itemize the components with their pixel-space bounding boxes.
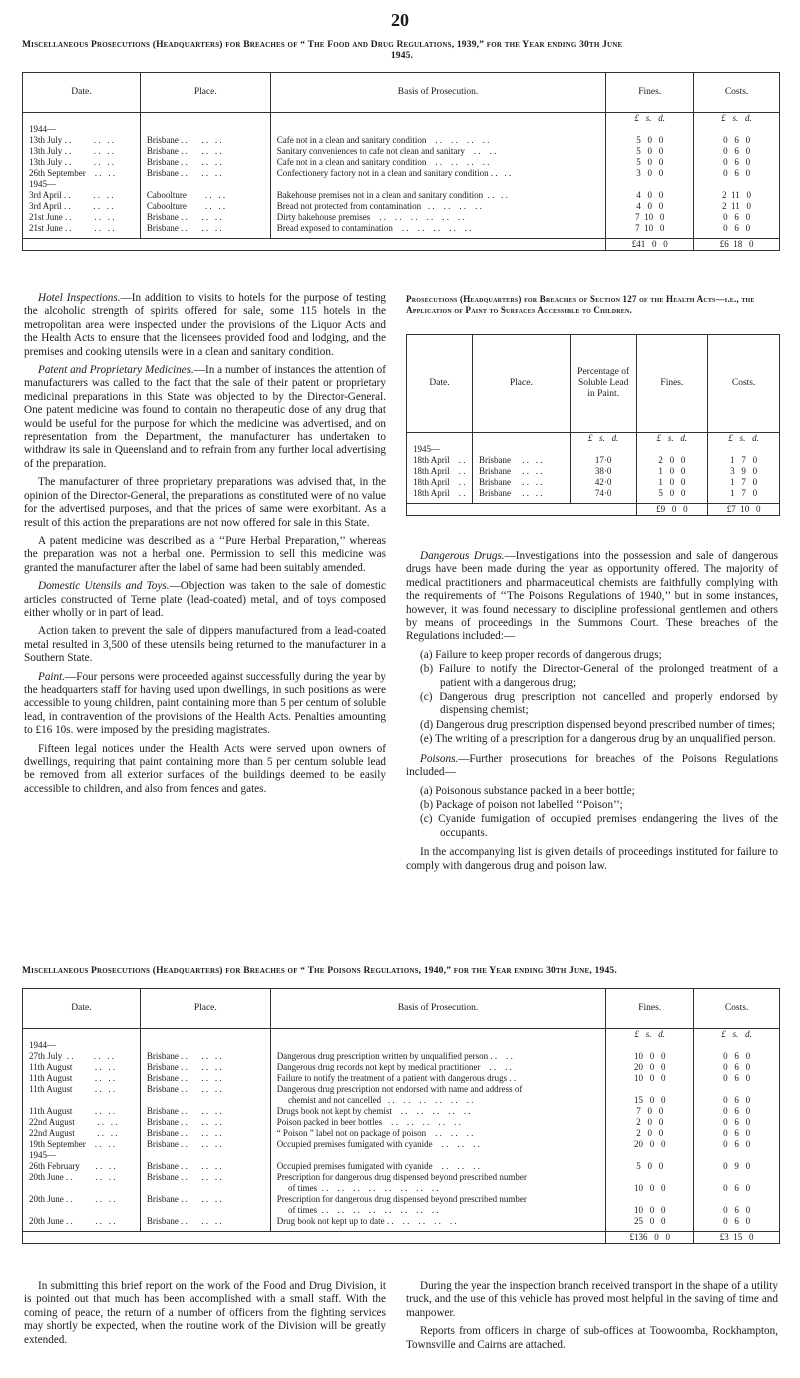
table-cell: 0 6 0 <box>694 1106 780 1117</box>
table-cell: 0 6 0 <box>694 1183 780 1194</box>
totals-spacer <box>407 504 637 516</box>
table-cell: 2 11 0 <box>694 201 780 212</box>
table-cell: 4 0 0 <box>606 190 694 201</box>
units-spacer <box>407 433 473 445</box>
table-cell <box>606 124 694 135</box>
table-cell: 19th September . . . . <box>23 1139 141 1150</box>
table3-header-fines: Fines. <box>606 989 694 1029</box>
table-cell: Brisbane . . . . <box>472 466 570 477</box>
table-cell <box>606 1084 694 1095</box>
table-cell: 0 6 0 <box>694 1073 780 1084</box>
table-cell <box>708 444 780 455</box>
table2-header-place: Place. <box>472 335 570 433</box>
dippers-text: Action taken to prevent the sale of dippers manufactured from a lead-coated metal resulted in 3,500 of these utensils being returned to the manufacturer in a Southern State. <box>24 625 386 665</box>
table-cell: 5 0 0 <box>636 488 708 504</box>
table-cell <box>606 1150 694 1161</box>
total-fines: £41 0 0 <box>606 239 694 251</box>
table1-caption-line1: Miscellaneous Prosecutions (Headquarters) for Breaches of “ The Food and Drug Regulations, 1939,” for the Year ending 30th June <box>22 40 623 50</box>
table-cell <box>270 179 606 190</box>
table-row <box>407 466 780 477</box>
table-cell <box>140 179 270 190</box>
table-cell: 21st June . . . . . . <box>23 223 141 239</box>
table-cell: 22nd August . . . . <box>23 1128 141 1139</box>
domestic-utensils-text: —Objection was taken to the sale of domestic articles constructed of Terne plate (lead-coated) metal, and of toys composed either wholly or in part of lead. <box>24 580 387 619</box>
table-cell <box>694 124 780 135</box>
table-cell: 20 0 0 <box>606 1062 694 1073</box>
units-spacer <box>270 113 606 125</box>
table-cell: 13th July . . . . . . <box>23 146 141 157</box>
table-cell: Dangerous drug prescription written by unqualified person . . . . <box>270 1051 606 1062</box>
table-cell: 1945— <box>23 1150 141 1161</box>
table2-header-fines: Fines. <box>636 335 708 433</box>
table-cell: 26th February . . . . <box>23 1161 141 1172</box>
table-cell <box>694 1040 780 1051</box>
table-cell: 11th August . . . . <box>23 1106 141 1117</box>
poisons-title: Poisons. <box>420 752 459 765</box>
table-cell: Brisbane . . . . . . <box>140 1084 270 1095</box>
table-row <box>23 1205 780 1216</box>
list-item: (d) Dangerous drug prescription dispensed beyond prescribed number of times; <box>420 718 776 731</box>
list-item: (b) Failure to notify the Director-General of the prolonged treatment of a patient with a dangerous drug; <box>420 663 778 689</box>
totals-spacer <box>23 1232 606 1244</box>
table2-caption: Prosecutions (Headquarters) for Breaches of Section 127 of the Health Acts—i.e., the Application of Paint to Surfaces Accessible to Children. <box>406 294 755 315</box>
total-costs: £6 18 0 <box>694 239 780 251</box>
units-spacer <box>140 1029 270 1041</box>
legal-notices-text: Fifteen legal notices under the Health Acts were served upon owners of dwellings, requiring that paint containing more than 5 per centum soluble lead be removed from all exterior surfaces of the buildings deemed to be easily accessible to children, and also from fences and gates. <box>24 742 386 795</box>
units-spacer <box>23 113 141 125</box>
dangerous-drugs-title: Dangerous Drugs. <box>420 550 505 562</box>
table-cell: 3rd April . . . . . . <box>23 201 141 212</box>
page-number: 20 <box>391 10 409 30</box>
table-row <box>23 223 780 239</box>
table-cell: 25 0 0 <box>606 1216 694 1232</box>
units-label: £ s. d. <box>570 433 636 445</box>
table-cell: chemist and not cancelled . . . . . . . . . . . . <box>270 1095 606 1106</box>
table-row <box>23 1117 780 1128</box>
table-cell <box>694 1194 780 1205</box>
table-cell: 20th June . . . . . . <box>23 1194 141 1205</box>
table-row <box>23 1073 780 1084</box>
table-cell: 1944— <box>23 1040 141 1051</box>
table1-header-fines: Fines. <box>606 73 694 113</box>
table-cell: Bread not protected from contamination . . . . . . . . <box>270 201 606 212</box>
table3-header-date: Date. <box>23 989 141 1029</box>
domestic-utensils-title: Domestic Utensils and Toys. <box>38 580 170 593</box>
table-cell: Brisbane . . . . . . <box>140 1051 270 1062</box>
table-cell: 21st June . . . . . . <box>23 212 141 223</box>
table-cell: 10 0 0 <box>606 1205 694 1216</box>
dangerous-drugs-list <box>406 649 778 747</box>
table-cell: 10 0 0 <box>606 1183 694 1194</box>
table-cell: Brisbane . . . . . . <box>140 168 270 179</box>
table1-header-date: Date. <box>23 73 141 113</box>
table-row <box>23 1172 780 1183</box>
units-row <box>23 1029 780 1041</box>
table-cell <box>606 179 694 190</box>
table-cell: 2 0 0 <box>606 1117 694 1128</box>
table-cell: Brisbane . . . . . . <box>140 1194 270 1205</box>
list-item: (a) Failure to keep proper records of dangerous drugs; <box>420 648 662 661</box>
table-cell: 2 11 0 <box>694 190 780 201</box>
units-label: £ s. d. <box>636 433 708 445</box>
table-cell: Occupied premises fumigated with cyanide . . . . . . <box>270 1161 606 1172</box>
table-cell: 1945— <box>23 179 141 190</box>
table-row <box>23 190 780 201</box>
table-cell: 1944— <box>23 124 141 135</box>
table2-header-date: Date. <box>407 335 473 433</box>
table-cell <box>140 1150 270 1161</box>
herbal-preparation-text: A patent medicine was described as a ‘‘Pure Herbal Preparation,’’ whereas the preparation was not a herbal one. Permission to sell this medicine was granted the manufacturer after the label of same had been suitably amended. <box>24 534 386 574</box>
table-cell: Drugs book not kept by chemist . . . . . . . . . . <box>270 1106 606 1117</box>
table-cell: 0 6 0 <box>694 223 780 239</box>
units-label: £ s. d. <box>606 113 694 125</box>
table-cell: 0 9 0 <box>694 1161 780 1172</box>
paint-title: Paint. <box>38 670 66 683</box>
table-cell: Caboolture . . . . <box>140 190 270 201</box>
list-item: (c) Dangerous drug prescription not cancelled and properly endorsed by dispensing chemist; <box>420 691 778 717</box>
table-cell: 26th September . . . . <box>23 168 141 179</box>
table-cell: 5 0 0 <box>606 1161 694 1172</box>
table-cell: 7 0 0 <box>606 1106 694 1117</box>
table-cell: Caboolture . . . . <box>140 201 270 212</box>
table-row <box>407 444 780 455</box>
table-cell: 0 6 0 <box>694 135 780 146</box>
totals-row <box>23 1232 780 1244</box>
table-cell: 10 0 0 <box>606 1051 694 1062</box>
table-cell: Brisbane . . . . . . <box>140 1062 270 1073</box>
list-item: (b) Package of poison not labelled ‘‘Poison’’; <box>420 798 623 811</box>
table-cell: 1 0 0 <box>636 466 708 477</box>
table-cell <box>606 1172 694 1183</box>
total-fines: £136 0 0 <box>606 1232 694 1244</box>
poisons-text: —Further prosecutions for breaches of the Poisons Regulations included— <box>406 752 778 779</box>
list-item: (a) Poisonous substance packed in a beer bottle; <box>420 784 635 797</box>
table-cell <box>140 124 270 135</box>
table-row <box>23 1183 780 1194</box>
table-cell: Prescription for dangerous drug dispensed beyond prescribed number <box>270 1172 606 1183</box>
table-cell: Brisbane . . . . . . <box>140 146 270 157</box>
table-cell: Occupied premises fumigated with cyanide . . . . . . <box>270 1139 606 1150</box>
table3-header-basis: Basis of Prosecution. <box>270 989 606 1029</box>
table-cell <box>140 1095 270 1106</box>
table1-grid <box>22 72 780 251</box>
table-cell: 0 6 0 <box>694 1128 780 1139</box>
table-row <box>23 1062 780 1073</box>
table-cell <box>694 1172 780 1183</box>
table-cell: 10 0 0 <box>606 1073 694 1084</box>
table-cell <box>270 124 606 135</box>
table-cell: 7 10 0 <box>606 212 694 223</box>
table-row <box>407 455 780 466</box>
table-cell <box>270 1040 606 1051</box>
units-spacer <box>140 113 270 125</box>
table-row <box>23 157 780 168</box>
table-cell: of times . . . . . . . . . . . . . . . . <box>270 1205 606 1216</box>
units-label: £ s. d. <box>694 1029 780 1041</box>
units-row <box>407 433 780 445</box>
table-cell <box>472 444 570 455</box>
table-cell: 3rd April . . . . . . <box>23 190 141 201</box>
table1-header-costs: Costs. <box>694 73 780 113</box>
table-cell <box>140 1205 270 1216</box>
list-item: (e) The writing of a prescription for a dangerous drug by an unqualified person. <box>420 733 776 746</box>
table-row <box>23 1095 780 1106</box>
table-cell: 0 6 0 <box>694 157 780 168</box>
table-cell: Bread exposed to contamination . . . . . . . . . . <box>270 223 606 239</box>
table-cell <box>694 1150 780 1161</box>
table-cell: 2 0 0 <box>606 1128 694 1139</box>
dangerous-drugs-text: —Investigations into the possession and sale of dangerous drugs have been made during the year as opportunity offered. The majority of medical practitioners and pharmaceutical chemists are faithfully complying with the requirements of ‘‘The Poisons Regulations of 1940,’’ but in some instances, however, it was found necessary to discipline professional gentlemen and others by means of proceedings in the Summons Court. These breaches of the Regulations included:— <box>406 550 779 643</box>
table-row <box>23 212 780 223</box>
table-cell: Brisbane . . . . . . <box>140 1216 270 1232</box>
table-cell: 18th April . . <box>407 455 473 466</box>
table-cell: Brisbane . . . . . . <box>140 157 270 168</box>
table-cell: of times . . . . . . . . . . . . . . . . <box>270 1183 606 1194</box>
table-cell <box>570 444 636 455</box>
table-cell: Brisbane . . . . . . <box>140 1106 270 1117</box>
units-spacer <box>270 1029 606 1041</box>
table-cell <box>23 1205 141 1216</box>
transport-text: During the year the inspection branch received transport in the shape of a utility truck, and the use of this vehicle has proved most helpful in the saving of time and manpower. <box>406 1280 778 1319</box>
table-cell: Confectionery factory not in a clean and sanitary condition . . . . <box>270 168 606 179</box>
table-cell: 1 0 0 <box>636 477 708 488</box>
table-cell: Brisbane . . . . . . <box>140 1117 270 1128</box>
proprietary-preparations-text: The manufacturer of three proprietary preparations was advised that, in the opinion of the Director-General, the preparations as constituted were of no value for the advertised purposes, and that the prices of same were exorbitant. As a result of this action the preparations are not now offered for sale in this State. <box>24 476 386 529</box>
table-cell <box>270 1150 606 1161</box>
table-cell <box>606 1194 694 1205</box>
table-cell: 7 10 0 <box>606 223 694 239</box>
table1-caption <box>22 40 782 62</box>
units-label: £ s. d. <box>694 113 780 125</box>
table-cell: 3 9 0 <box>708 466 780 477</box>
table-cell: “ Poison ” label not on package of poison . . . . . . <box>270 1128 606 1139</box>
table-cell: Brisbane . . . . . . <box>140 223 270 239</box>
left-column <box>24 292 386 801</box>
total-costs: £7 10 0 <box>708 504 780 516</box>
bottom-left-column <box>24 1280 386 1352</box>
table-cell <box>23 1183 141 1194</box>
table-row <box>23 1040 780 1051</box>
table-cell: 0 6 0 <box>694 146 780 157</box>
table-cell <box>23 1095 141 1106</box>
table1-header-basis: Basis of Prosecution. <box>270 73 606 113</box>
totals-row <box>23 239 780 251</box>
table-cell: Brisbane . . . . . . <box>140 1073 270 1084</box>
bottom-right-column <box>406 1280 778 1357</box>
table-cell: 0 6 0 <box>694 1062 780 1073</box>
table-cell: Bakehouse premises not in a clean and sanitary condition . . . . <box>270 190 606 201</box>
table-cell: 11th August . . . . <box>23 1062 141 1073</box>
table3-header-costs: Costs. <box>694 989 780 1029</box>
table-cell: 5 0 0 <box>606 135 694 146</box>
table1-header-place: Place. <box>140 73 270 113</box>
table-cell: 13th July . . . . . . <box>23 135 141 146</box>
table-cell: 0 6 0 <box>694 1095 780 1106</box>
list-item: (c) Cyanide fumigation of occupied premises endangering the lives of the occupants. <box>420 813 778 839</box>
table2-header-percentage: Percentage of Soluble Lead in Paint. <box>570 335 636 433</box>
table-cell: Dirty bakehouse premises . . . . . . . . . . . . <box>270 212 606 223</box>
table-cell: Brisbane . . . . <box>472 488 570 504</box>
units-row <box>23 113 780 125</box>
table-cell: 27th July . . . . . . <box>23 1051 141 1062</box>
total-fines: £9 0 0 <box>636 504 708 516</box>
table-cell: 22nd August . . . . <box>23 1117 141 1128</box>
table-cell: 42·0 <box>570 477 636 488</box>
units-label: £ s. d. <box>708 433 780 445</box>
table2 <box>406 334 780 516</box>
units-spacer <box>472 433 570 445</box>
table-cell: 17·0 <box>570 455 636 466</box>
patent-medicines-title: Patent and Proprietary Medicines. <box>38 364 194 377</box>
total-costs: £3 15 0 <box>694 1232 780 1244</box>
table1 <box>22 72 780 251</box>
table3-caption: Miscellaneous Prosecutions (Headquarters) for Breaches of “ The Poisons Regulations, 1940,” for the Year ending 30th June, 1945. <box>22 966 617 976</box>
closing-summary-text: In submitting this brief report on the work of the Food and Drug Division, it is pointed out that much has been accomplished with a small staff. With the coming of peace, the return of a number of officers from the fighting services may shortly be expected, when the routine work of the Division will be greatly extended. <box>24 1280 386 1346</box>
right-column <box>406 550 778 878</box>
table-cell: 0 6 0 <box>694 212 780 223</box>
table-cell: 5 0 0 <box>606 157 694 168</box>
poisons-list <box>406 785 778 841</box>
table-cell: Dangerous drug prescription not endorsed with name and address of <box>270 1084 606 1095</box>
table-row <box>23 1216 780 1232</box>
table3 <box>22 988 780 1244</box>
table-cell: 5 0 0 <box>606 146 694 157</box>
table-cell: Brisbane . . . . . . <box>140 1128 270 1139</box>
table-cell <box>140 1183 270 1194</box>
table-row <box>23 1106 780 1117</box>
table-row <box>23 1084 780 1095</box>
table-cell: 74·0 <box>570 488 636 504</box>
table-row <box>23 179 780 190</box>
table-cell <box>606 1040 694 1051</box>
table-cell: 0 6 0 <box>694 1216 780 1232</box>
table-cell: Failure to notify the treatment of a patient with dangerous drugs . . <box>270 1073 606 1084</box>
table-cell: 15 0 0 <box>606 1095 694 1106</box>
sub-office-reports-text: Reports from officers in charge of sub-offices at Toowoomba, Rockhampton, Townsville and Cairns are attached. <box>406 1325 778 1351</box>
table-cell: Brisbane . . . . . . <box>140 135 270 146</box>
table-cell: Brisbane . . . . <box>472 455 570 466</box>
table-cell: 0 6 0 <box>694 168 780 179</box>
table-cell: 38·0 <box>570 466 636 477</box>
patent-medicines-text: —In a number of instances the attention of manufacturers was called to the fact that the sale of their patent or proprietary medicinal preparations in this State was objected to by the Director-General. One patent medicine was found to contain no therapeutic dose of any drug that would be useful for the purpose for which the medicine was advertised, and on representation from the Department, the manufacturer has undertaken to withdraw its sale in Queensland and to refrain from any further local advertising of the preparation. <box>24 364 386 470</box>
table-cell: 1 7 0 <box>708 488 780 504</box>
table-cell: 1 7 0 <box>708 455 780 466</box>
table-cell: Brisbane . . . . <box>472 477 570 488</box>
table-row <box>407 488 780 504</box>
table-row <box>23 146 780 157</box>
table-cell: 18th April . . <box>407 477 473 488</box>
table2-header-costs: Costs. <box>708 335 780 433</box>
table-row <box>407 477 780 488</box>
table-cell: 18th April . . <box>407 488 473 504</box>
hotel-inspections-title: Hotel Inspections. <box>38 292 121 304</box>
table-cell: Dangerous drug records not kept by medical practitioner . . . . <box>270 1062 606 1073</box>
table-row <box>23 1150 780 1161</box>
table-cell: 3 0 0 <box>606 168 694 179</box>
table-cell: Poison packed in beer bottles . . . . . . . . . . <box>270 1117 606 1128</box>
table-cell: 18th April . . <box>407 466 473 477</box>
table3-grid <box>22 988 780 1244</box>
table-cell: 1 7 0 <box>708 477 780 488</box>
table-cell: 20 0 0 <box>606 1139 694 1150</box>
table-cell: 2 0 0 <box>636 455 708 466</box>
table-cell: Cafe not in a clean and sanitary condition . . . . . . . . <box>270 157 606 168</box>
table-row <box>23 168 780 179</box>
paint-text: —Four persons were proceeded against successfully during the year by the headquarters staff for having used upon dwellings, in such positions as were accessible to young children, paint containing more than 5 per centum of soluble lead, in contravention of the provisions of the Health Acts. Penalties amounting to £16 10s. were imposed by the presiding magistrates. <box>24 670 386 737</box>
table-row <box>23 1194 780 1205</box>
table-row <box>23 201 780 212</box>
table-cell: 13th July . . . . . . <box>23 157 141 168</box>
table-cell: Sanitary conveniences to cafe not clean and sanitary . . . . <box>270 146 606 157</box>
table-cell: 4 0 0 <box>606 201 694 212</box>
table-cell: Brisbane . . . . . . <box>140 1172 270 1183</box>
totals-spacer <box>23 239 606 251</box>
table-cell: 0 6 0 <box>694 1117 780 1128</box>
table-cell: Cafe not in a clean and sanitary condition . . . . . . . . <box>270 135 606 146</box>
totals-row <box>407 504 780 516</box>
table-cell: 20th June . . . . . . <box>23 1172 141 1183</box>
table-cell: 0 6 0 <box>694 1051 780 1062</box>
table-cell: Prescription for dangerous drug dispensed beyond prescribed number <box>270 1194 606 1205</box>
table-cell: 1945— <box>407 444 473 455</box>
table-cell: 0 6 0 <box>694 1139 780 1150</box>
table-cell: 0 6 0 <box>694 1205 780 1216</box>
table-cell <box>694 179 780 190</box>
table-row <box>23 1139 780 1150</box>
table2-grid <box>406 334 780 516</box>
table-cell <box>636 444 708 455</box>
table-row <box>23 1051 780 1062</box>
table-cell: 11th August . . . . <box>23 1073 141 1084</box>
table-row <box>23 135 780 146</box>
table-row <box>23 1161 780 1172</box>
table-cell: Brisbane . . . . . . <box>140 212 270 223</box>
table-cell: Brisbane . . . . . . <box>140 1161 270 1172</box>
table3-header-place: Place. <box>140 989 270 1029</box>
table-cell: Drug book not kept up to date . . . . . . . . . . <box>270 1216 606 1232</box>
table-cell: 20th June . . . . . . <box>23 1216 141 1232</box>
units-label: £ s. d. <box>606 1029 694 1041</box>
table-row <box>23 124 780 135</box>
table-cell: Brisbane . . . . . . <box>140 1139 270 1150</box>
units-spacer <box>23 1029 141 1041</box>
table-cell <box>140 1040 270 1051</box>
table-cell <box>694 1084 780 1095</box>
table-row <box>23 1128 780 1139</box>
table1-caption-line2: 1945. <box>390 51 414 61</box>
accompanying-list-text: In the accompanying list is given details of proceedings instituted for failure to comply with dangerous drug and poison law. <box>406 846 778 872</box>
table-cell: 11th August . . . . <box>23 1084 141 1095</box>
hotel-inspections-text: —In addition to visits to hotels for the purpose of testing the alcoholic strength of spirits offered for sale, some 115 hotels in the metropolitan area were inspected under the provisions of the Liquor Acts and the Health Acts to ensure that the licensees provided food and lodging, and the premises and cooking utensils were in a clean and sanitary condition. <box>24 292 387 358</box>
